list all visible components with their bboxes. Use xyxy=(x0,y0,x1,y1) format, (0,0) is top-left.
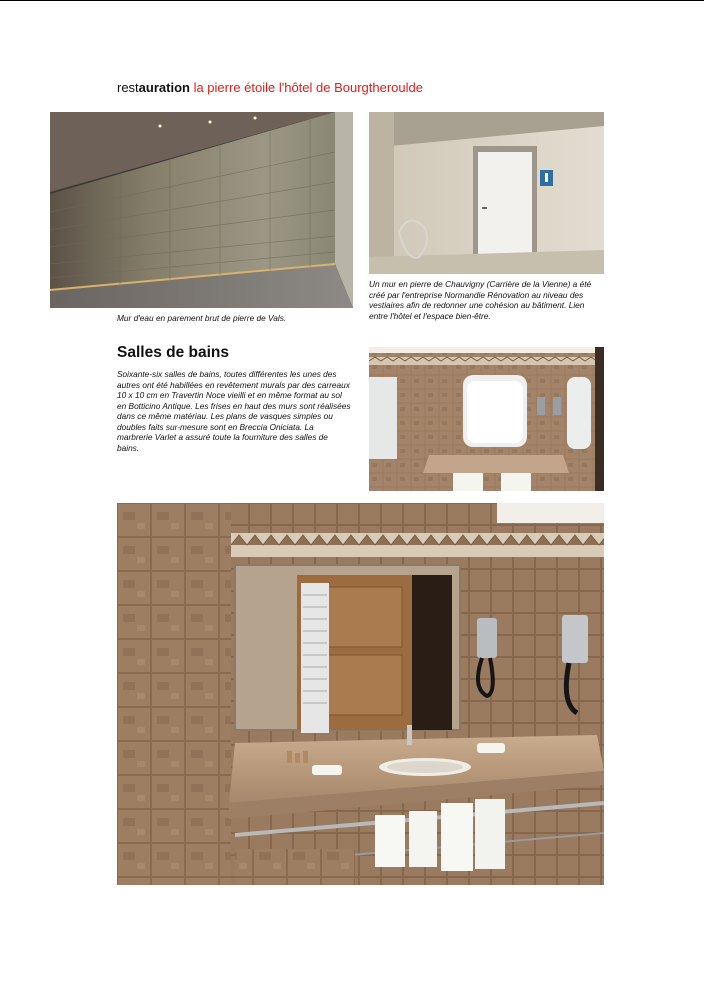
caption-changing-room: Un mur en pierre de Chauvigny (Carrière de la Vienne) a été créé par l'entreprise Normandie Rénovation au niveau des vestiaires afin de redonner une cohésion au bâtiment. Lien entre l'hôtel et l'espace bien-être. xyxy=(369,279,592,321)
photo-changing-room xyxy=(369,112,604,274)
section-body: Soixante-six salles de bains, toutes différentes les unes des autres ont été habillées en revêtement murals par des carreaux 10 x 10 cm en Travertin Noce vieilli et en même format au sol en Botticino Antique. Les frises en haut des murs sont réalisées dans ce même matériau. Les plans de vasques simples ou doubles faits sur-mesure sont en Breccia Oniciata. La marbrerie Varlet a assuré toute la fourniture des salles de bains. xyxy=(117,369,351,453)
header-title: la pierre étoile l'hôtel de Bourgtheroulde xyxy=(189,80,423,95)
photo-bathroom-window xyxy=(369,347,604,491)
page-header xyxy=(117,80,423,95)
top-rule xyxy=(0,0,704,1)
header-prefix: rest xyxy=(117,80,139,95)
photo-bathroom-vanity xyxy=(117,503,604,885)
photo-water-wall xyxy=(50,112,353,308)
caption-water-wall: Mur d'eau en parement brut de pierre de Vals. xyxy=(117,313,287,323)
section-title: Salles de bains xyxy=(117,344,229,361)
header-bold: auration xyxy=(138,80,190,95)
